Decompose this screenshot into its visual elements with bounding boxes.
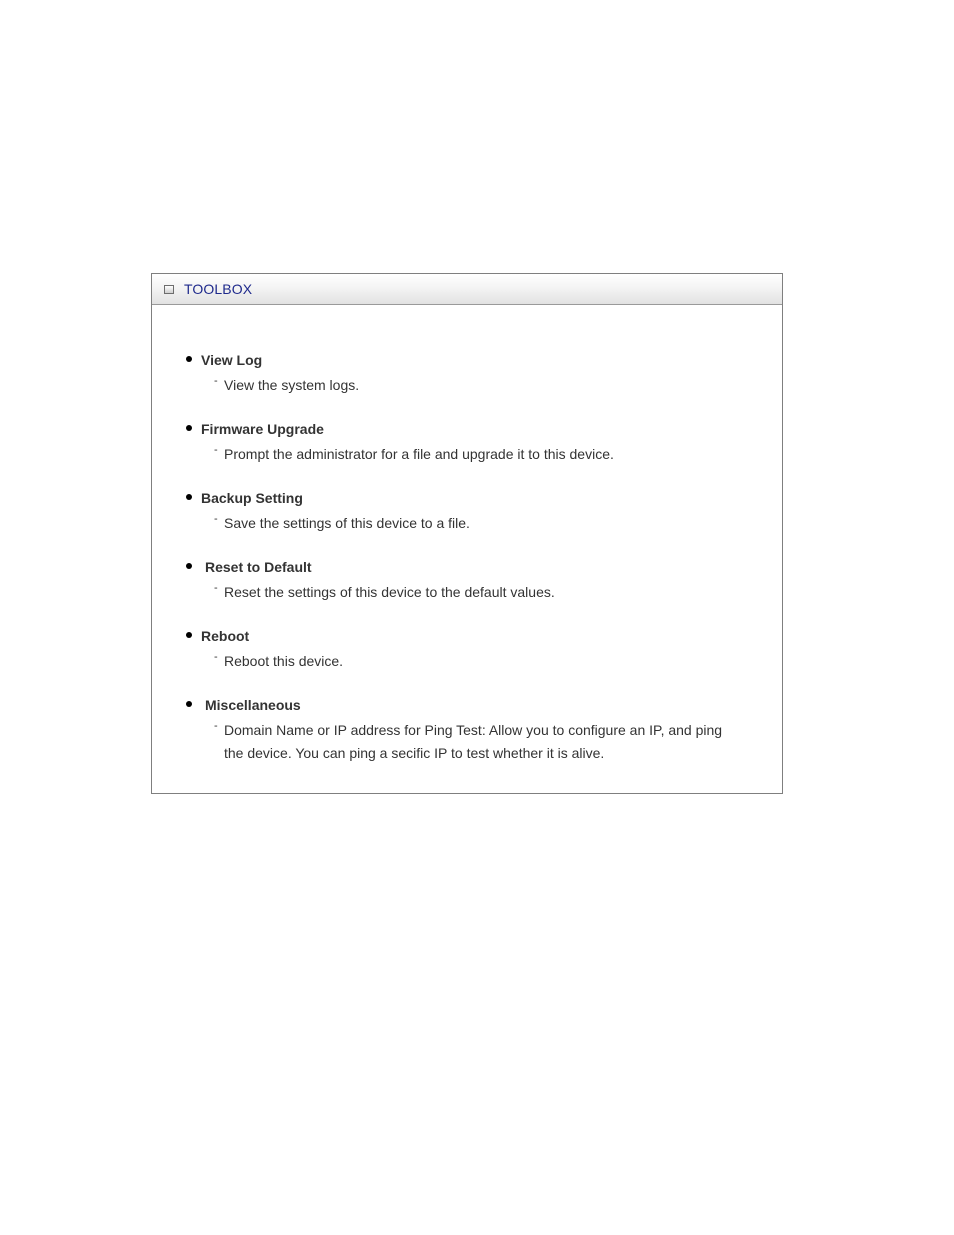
bullet-icon [186,563,192,569]
bullet-icon [186,494,192,500]
item-desc-text: Reset the settings of this device to the default values. [224,584,555,600]
panel-header [152,274,782,305]
dash-mark: - [214,582,218,594]
panel-title: TOOLBOX [184,281,253,297]
item-desc-text: Reboot this device. [224,653,344,669]
bullet-icon [186,701,192,707]
item-title-reset-to-default: Reset to Default [205,559,312,575]
window-icon [164,285,174,294]
item-desc-text: View the system logs. [224,377,360,393]
dash-mark: - [214,513,218,525]
bullet-icon [186,632,192,638]
item-title-miscellaneous: Miscellaneous [205,697,301,713]
item-desc-text: Save the settings of this device to a file. [224,515,470,531]
bullet-icon [186,356,192,362]
item-title-backup-setting: Backup Setting [201,490,303,506]
dash-mark: - [214,444,218,456]
item-desc-firmware-upgrade [214,443,614,466]
dash-mark: - [214,375,218,387]
bullet-icon [186,425,192,431]
item-desc-miscellaneous [214,719,722,765]
item-desc-text: Domain Name or IP address for Ping Test: Allow you to configure an IP, and ping [224,722,723,738]
item-desc-text: Prompt the administrator for a file and upgrade it to this device. [224,446,614,462]
item-desc-text-line2: the device. You can ping a secific IP to test whether it is alive. [224,745,605,761]
item-desc-reboot [214,650,343,673]
item-title-firmware-upgrade: Firmware Upgrade [201,421,324,437]
item-desc-backup-setting [214,512,470,535]
dash-mark: - [214,651,218,663]
dash-mark: - [214,720,218,732]
item-desc-reset-to-default [214,581,555,604]
item-title-reboot: Reboot [201,628,250,644]
toolbox-panel [151,273,783,794]
item-title-view-log: View Log [201,352,263,368]
item-desc-view-log [214,374,359,397]
